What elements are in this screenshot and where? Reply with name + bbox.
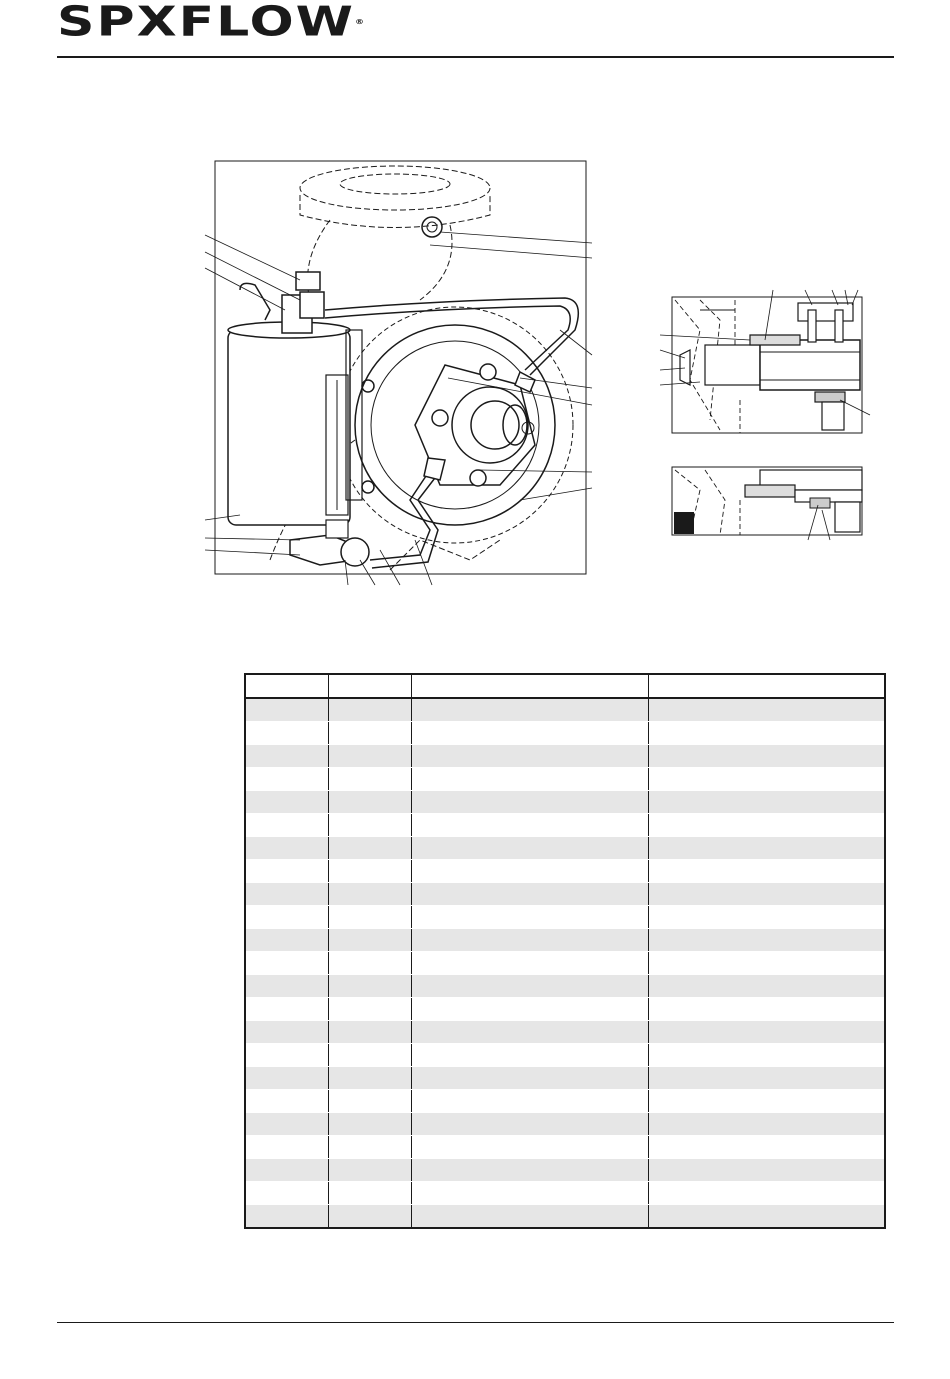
table-cell — [245, 1113, 328, 1136]
table-cell — [245, 1044, 328, 1067]
table-cell — [245, 768, 328, 791]
column-header — [328, 674, 411, 698]
table-cell — [412, 998, 649, 1021]
table-row — [245, 1205, 885, 1229]
table-row — [245, 1136, 885, 1159]
column-header — [648, 674, 885, 698]
table-cell — [328, 1182, 411, 1205]
table-cell — [648, 952, 885, 975]
table-row — [245, 722, 885, 745]
detail-view-bottom — [672, 467, 862, 535]
table-cell — [412, 837, 649, 860]
table-row — [245, 698, 885, 722]
table-cell — [412, 722, 649, 745]
table-cell — [648, 1044, 885, 1067]
footer-rule — [57, 1322, 894, 1323]
table-cell — [328, 1205, 411, 1229]
table-cell — [245, 952, 328, 975]
table-header-row — [245, 674, 885, 698]
table-cell — [648, 1182, 885, 1205]
table-cell — [412, 860, 649, 883]
table-cell — [648, 1159, 885, 1182]
table-cell — [412, 791, 649, 814]
table-cell — [412, 952, 649, 975]
table-cell — [412, 883, 649, 906]
table-cell — [648, 1205, 885, 1229]
table-cell — [648, 837, 885, 860]
table-cell — [412, 745, 649, 768]
table-cell — [328, 975, 411, 998]
table-cell — [328, 1113, 411, 1136]
table-cell — [245, 1021, 328, 1044]
table-cell — [245, 745, 328, 768]
table-row — [245, 952, 885, 975]
table-row — [245, 837, 885, 860]
table-cell — [328, 1021, 411, 1044]
table-cell — [648, 768, 885, 791]
technical-drawing — [0, 0, 950, 640]
table-cell — [412, 1113, 649, 1136]
detail-view-top — [672, 297, 862, 433]
table-cell — [412, 1159, 649, 1182]
table-cell — [328, 1090, 411, 1113]
table-cell — [328, 837, 411, 860]
table-cell — [328, 791, 411, 814]
table-row — [245, 1182, 885, 1205]
table-row — [245, 1159, 885, 1182]
table-cell — [328, 1067, 411, 1090]
table-cell — [328, 1159, 411, 1182]
table-cell — [328, 952, 411, 975]
table-row — [245, 791, 885, 814]
table-cell — [328, 860, 411, 883]
table-cell — [648, 998, 885, 1021]
table-cell — [245, 1205, 328, 1229]
table-cell — [245, 1067, 328, 1090]
table-row — [245, 883, 885, 906]
table-cell — [412, 1044, 649, 1067]
table-cell — [328, 745, 411, 768]
table-cell — [412, 1182, 649, 1205]
table-cell — [245, 975, 328, 998]
column-header — [412, 674, 649, 698]
registered-mark: ® — [355, 18, 365, 27]
table-row — [245, 814, 885, 837]
parts-list-table — [244, 673, 886, 1229]
table-row — [245, 1021, 885, 1044]
table-cell — [412, 1021, 649, 1044]
table-cell — [412, 975, 649, 998]
table-cell — [648, 698, 885, 722]
table-cell — [245, 1182, 328, 1205]
table-row — [245, 929, 885, 952]
table-cell — [648, 1113, 885, 1136]
table-cell — [328, 998, 411, 1021]
table-cell — [245, 860, 328, 883]
table-cell — [412, 768, 649, 791]
table-cell — [648, 745, 885, 768]
table-cell — [412, 906, 649, 929]
table-row — [245, 1113, 885, 1136]
table-row — [245, 998, 885, 1021]
table-row — [245, 906, 885, 929]
table-cell — [328, 698, 411, 722]
table-cell — [245, 998, 328, 1021]
logo-text: SPXFLOW — [57, 0, 356, 46]
table-cell — [648, 1090, 885, 1113]
table-cell — [245, 929, 328, 952]
table-cell — [245, 1136, 328, 1159]
table-cell — [412, 1090, 649, 1113]
table-row — [245, 860, 885, 883]
table-cell — [245, 906, 328, 929]
table-cell — [412, 1067, 649, 1090]
table-cell — [245, 791, 328, 814]
table-cell — [245, 814, 328, 837]
table-cell — [328, 768, 411, 791]
table-cell — [648, 1067, 885, 1090]
table-cell — [245, 722, 328, 745]
table-cell — [648, 791, 885, 814]
table-cell — [328, 929, 411, 952]
table-cell — [648, 906, 885, 929]
table-cell — [412, 1205, 649, 1229]
table-cell — [412, 698, 649, 722]
column-header — [245, 674, 328, 698]
table-cell — [328, 906, 411, 929]
table-cell — [245, 1090, 328, 1113]
table-row — [245, 1090, 885, 1113]
table-cell — [328, 722, 411, 745]
table-cell — [328, 883, 411, 906]
table-cell — [328, 1044, 411, 1067]
table-cell — [412, 1136, 649, 1159]
table-cell — [328, 814, 411, 837]
table-cell — [648, 929, 885, 952]
table-row — [245, 975, 885, 998]
table-cell — [245, 883, 328, 906]
table-cell — [412, 814, 649, 837]
table-cell — [412, 929, 649, 952]
table-cell — [245, 698, 328, 722]
table-cell — [648, 860, 885, 883]
table-row — [245, 1044, 885, 1067]
table-cell — [328, 1136, 411, 1159]
table-cell — [648, 975, 885, 998]
table-cell — [648, 883, 885, 906]
table-cell — [648, 1136, 885, 1159]
parts-table-body — [245, 698, 885, 1228]
table-cell — [245, 1159, 328, 1182]
table-cell — [648, 722, 885, 745]
table-cell — [648, 814, 885, 837]
table-cell — [245, 837, 328, 860]
main-assembly-view — [215, 161, 586, 574]
table-row — [245, 745, 885, 768]
table-row — [245, 768, 885, 791]
table-row — [245, 1067, 885, 1090]
table-cell — [648, 1021, 885, 1044]
